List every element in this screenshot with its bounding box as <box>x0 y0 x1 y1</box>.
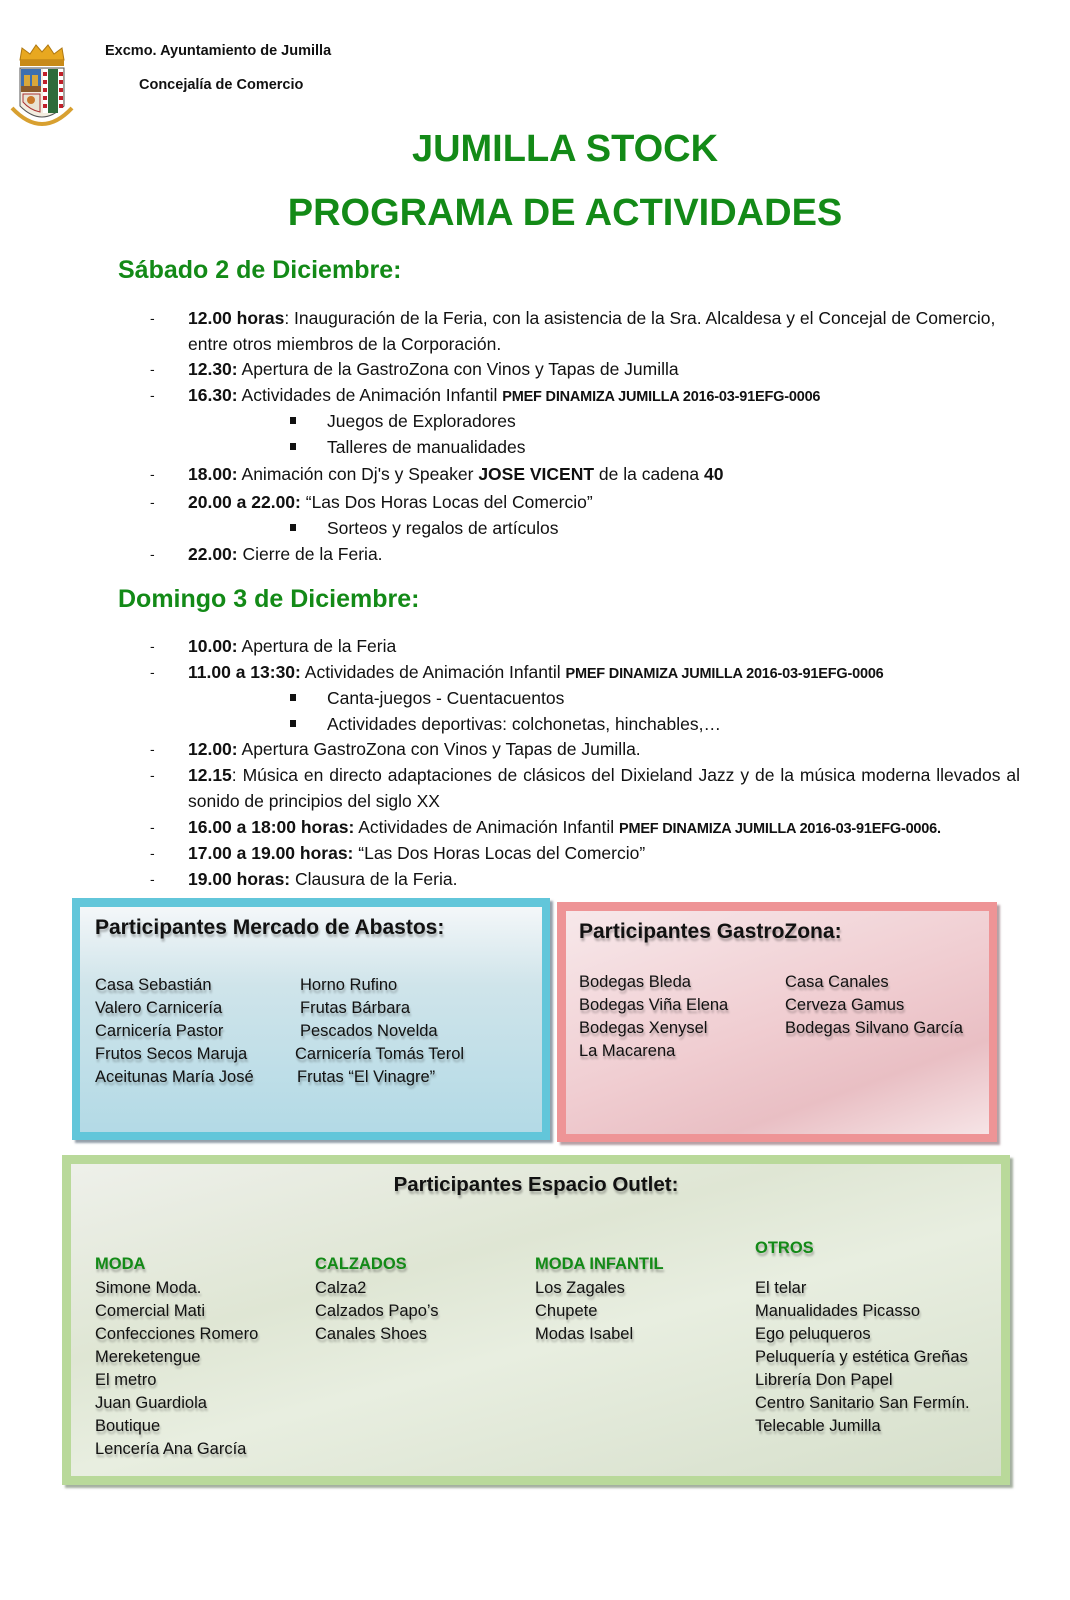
item-time: 11.00 a 13:30: <box>188 662 301 682</box>
participant: Frutas “El Vinagre” <box>297 1068 436 1086</box>
mercado-title: Participantes Mercado de Abastos: <box>95 916 445 939</box>
item-time: 12.15 <box>188 765 232 785</box>
item-text: Apertura de la Feria <box>237 636 397 656</box>
participant: Librería Don Papel <box>755 1371 893 1389</box>
square-bullet-icon <box>290 720 296 727</box>
item-time: 20.00 a 22.00: <box>188 492 301 512</box>
item-text: : Música en directo adaptaciones de clásicos del Dixieland Jazz y de la música moderna llevados al sonido de principios del siglo XX <box>188 765 1020 811</box>
item-time: 12.00: <box>188 739 238 759</box>
participant: Simone Moda. <box>95 1279 202 1297</box>
participant: Pescados Novelda <box>300 1022 438 1040</box>
category-list <box>535 1277 633 1346</box>
participant: Cerveza Gamus <box>785 996 905 1014</box>
sunday-heading: Domingo 3 de Diciembre: <box>118 585 420 613</box>
item-time: 12.00 horas <box>188 308 285 328</box>
participant: Bodegas Viña Elena <box>579 996 729 1014</box>
participant: Calza2 <box>315 1279 367 1297</box>
item-text: “Las Dos Horas Locas del Comercio” <box>353 843 646 863</box>
outlet-participants-box <box>62 1155 1010 1485</box>
sub-item-text: Actividades deportivas: colchonetas, hinchables,… <box>327 714 721 734</box>
item-time: 16.00 a 18:00 horas: <box>188 817 355 837</box>
category-calzados: CALZADOS <box>315 1255 407 1273</box>
category-list <box>95 1277 258 1461</box>
mercado-column-2 <box>295 974 464 1089</box>
item-text: Actividades de Animación Infantil <box>237 385 503 405</box>
participant: Casa Sebastián <box>95 976 212 994</box>
category-moda-infantil: MODA INFANTIL <box>535 1255 664 1273</box>
item-text: : Inauguración de la Feria, con la asistencia de la Sra. Alcaldesa y el Concejal de Comercio, entre otros miembros de la Corporación. <box>188 308 996 354</box>
program-code: PMEF DINAMIZA JUMILLA 2016-03-91EFG-0006. <box>618 821 941 837</box>
program-code: PMEF DINAMIZA JUMILLA 2016-03-91EFG-0006 <box>502 389 821 405</box>
item-text: Actividades de Animación Infantil <box>300 662 566 682</box>
category-list <box>755 1277 970 1438</box>
participant: Centro Sanitario San Fermín. <box>755 1394 970 1412</box>
participant: Mereketengue <box>95 1348 201 1366</box>
item-text: Apertura de la GastroZona con Vinos y Tapas de Jumilla <box>237 359 679 379</box>
gastrozona-title: Participantes GastroZona: <box>579 920 842 943</box>
item-text: Apertura GastroZona con Vinos y Tapas de Jumilla. <box>237 739 641 759</box>
item-text: Cierre de la Feria. <box>237 544 383 564</box>
category-otros: OTROS <box>755 1239 814 1257</box>
participant: Juan Guardiola <box>95 1394 207 1412</box>
sub-item-text: Talleres de manualidades <box>327 437 526 457</box>
participant: Canales Shoes <box>315 1325 427 1343</box>
item-time: 10.00: <box>188 636 238 656</box>
outlet-title: Participantes Espacio Outlet: <box>393 1173 679 1196</box>
participant: Bodegas Silvano García <box>785 1019 963 1037</box>
department-name: Concejalía de Comercio <box>139 77 304 93</box>
participant: Frutas Bárbara <box>300 999 411 1017</box>
item-time: 22.00: <box>188 544 238 564</box>
radio-name: 40 <box>704 464 724 484</box>
participant: Bodegas Bleda <box>579 973 691 991</box>
participant: Calzados Papo’s <box>315 1302 439 1320</box>
item-text: Actividades de Animación Infantil <box>354 817 619 837</box>
item-text: Animación con Dj's y Speaker <box>237 464 479 484</box>
gastrozona-participants-box <box>557 902 997 1142</box>
participant: Aceitunas María José <box>95 1068 254 1086</box>
participant: El metro <box>95 1371 157 1389</box>
gastrozona-column-2 <box>785 971 963 1040</box>
saturday-heading: Sábado 2 de Diciembre: <box>118 256 402 284</box>
participant: El telar <box>755 1279 807 1297</box>
category-moda: MODA <box>95 1255 146 1273</box>
item-text-2: de la cadena <box>594 464 704 484</box>
square-bullet-icon <box>290 694 296 701</box>
coat-of-arms-icon <box>8 42 76 138</box>
square-bullet-icon <box>290 417 296 424</box>
participant: Casa Canales <box>785 973 889 991</box>
participant: Bodegas Xenysel <box>579 1019 708 1037</box>
item-time: 16.30: <box>188 385 238 405</box>
participant: Carnicería Pastor <box>95 1022 224 1040</box>
square-bullet-icon <box>290 524 296 531</box>
sub-item-text: Sorteos y regalos de artículos <box>327 518 559 538</box>
item-text: Clausura de la Feria. <box>290 869 458 889</box>
item-time: 17.00 a 19.00 horas: <box>188 843 354 863</box>
program-title: PROGRAMA DE ACTIVIDADES <box>287 192 843 234</box>
item-time: 12.30: <box>188 359 238 379</box>
participant: Chupete <box>535 1302 598 1320</box>
participant: Valero Carnicería <box>95 999 223 1017</box>
sub-item-text: Juegos de Exploradores <box>327 411 516 431</box>
participant: Frutos Secos Maruja <box>95 1045 248 1063</box>
item-time: 18.00: <box>188 464 238 484</box>
participant: Modas Isabel <box>535 1325 634 1343</box>
square-bullet-icon <box>290 443 296 450</box>
speaker-name: JOSE VICENT <box>478 464 595 484</box>
institution-name: Excmo. Ayuntamiento de Jumilla <box>105 43 332 59</box>
program-code: PMEF DINAMIZA JUMILLA 2016-03-91EFG-0006 <box>565 666 884 682</box>
participant: La Macarena <box>579 1042 676 1060</box>
participant: Carnicería Tomás Terol <box>295 1045 465 1063</box>
mercado-participants-box <box>72 898 550 1140</box>
mercado-column-1 <box>95 974 254 1089</box>
participant: Los Zagales <box>535 1279 625 1297</box>
participant: Telecable Jumilla <box>755 1417 881 1435</box>
participant: Confecciones Romero <box>95 1325 259 1343</box>
participant: Peluquería y estética Greñas <box>755 1348 968 1366</box>
gastrozona-column-1 <box>579 971 728 1063</box>
event-title: JUMILLA STOCK <box>411 128 719 170</box>
participant: Horno Rufino <box>300 976 398 994</box>
item-time: 19.00 horas: <box>188 869 291 889</box>
participant: Lencería Ana García <box>95 1440 247 1458</box>
participant: Manualidades Picasso <box>755 1302 921 1320</box>
category-list <box>315 1277 439 1346</box>
sub-item-text: Canta-juegos - Cuentacuentos <box>327 688 565 708</box>
participant: Comercial Mati <box>95 1302 206 1320</box>
item-text: “Las Dos Horas Locas del Comercio” <box>300 492 593 512</box>
participant: Boutique <box>95 1417 161 1435</box>
participant: Ego peluqueros <box>755 1325 871 1343</box>
